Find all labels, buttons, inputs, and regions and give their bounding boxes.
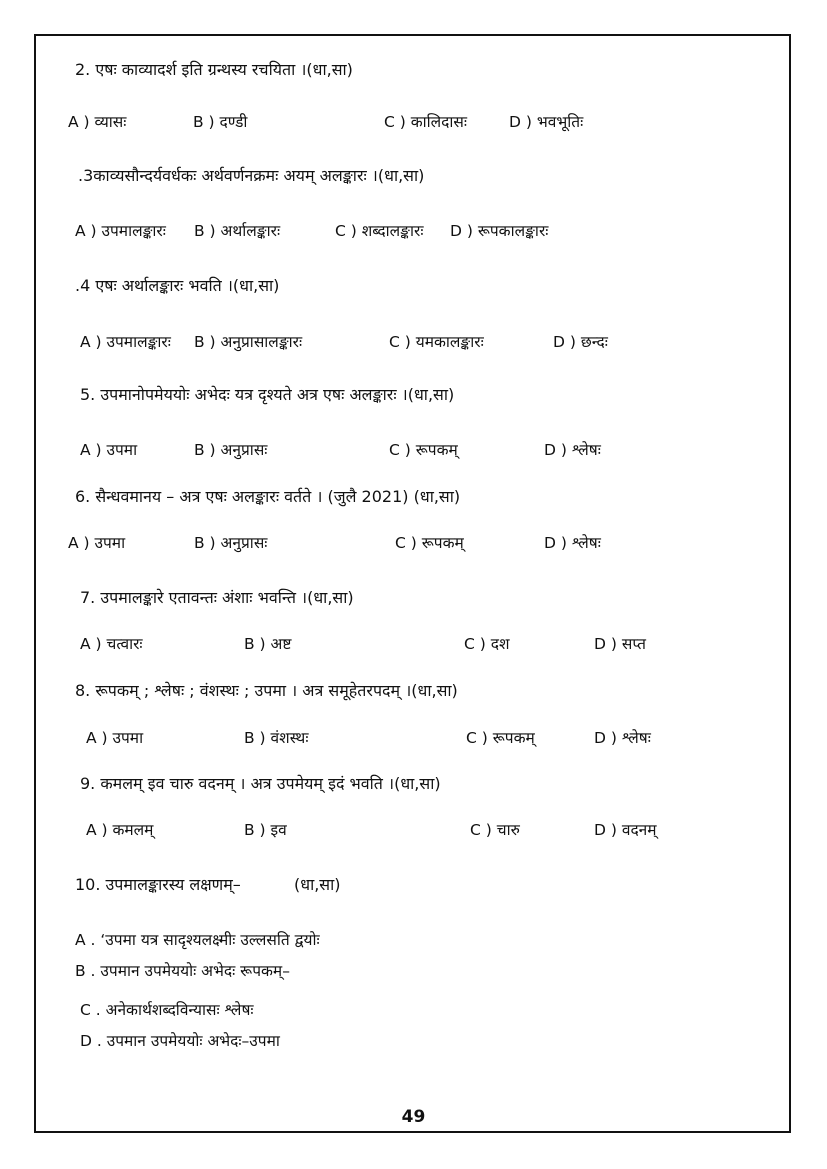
q5-option-a[interactable]: A ) उपमा xyxy=(80,441,138,459)
q9-option-c[interactable]: C ) चारु xyxy=(470,821,520,839)
q3-option-b[interactable]: B ) अर्थालङ्कारः xyxy=(194,222,281,240)
q2-option-c[interactable]: C ) कालिदासः xyxy=(384,113,468,131)
question-10: 10. उपमालङ्कारस्य लक्षणम्– xyxy=(75,875,241,894)
q3-option-d[interactable]: D ) रूपकालङ्कारः xyxy=(450,222,549,240)
q5-option-b[interactable]: B ) अनुप्रासः xyxy=(194,441,268,459)
q7-option-b[interactable]: B ) अष्ट xyxy=(244,635,292,653)
q6-option-d[interactable]: D ) श्लेषः xyxy=(544,534,601,552)
question-4: .4 एषः अर्थालङ्कारः भवति ।(धा,सा) xyxy=(75,276,280,295)
q2-option-a[interactable]: A ) व्यासः xyxy=(68,113,127,131)
q8-option-a[interactable]: A ) उपमा xyxy=(86,729,144,747)
q7-option-d[interactable]: D ) सप्त xyxy=(594,635,646,653)
q8-option-d[interactable]: D ) श्लेषः xyxy=(594,729,651,747)
q7-option-a[interactable]: A ) चत्वारः xyxy=(80,635,143,653)
q9-option-a[interactable]: A ) कमलम् xyxy=(86,821,154,839)
q10-option-a[interactable]: A . ‘उपमा यत्र सादृश्यलक्ष्मीः उल्लसति द्वयोः xyxy=(75,931,320,949)
question-5: 5. उपमानोपमेययोः अभेदः यत्र दृश्यते अत्र एषः अलङ्कारः ।(धा,सा) xyxy=(80,385,455,404)
q4-option-b[interactable]: B ) अनुप्रासालङ्कारः xyxy=(194,333,303,351)
q10-option-d[interactable]: D . उपमान उपमेययोः अभेदः–उपमा xyxy=(80,1032,280,1050)
q5-option-d[interactable]: D ) श्लेषः xyxy=(544,441,601,459)
q4-option-a[interactable]: A ) उपमालङ्कारः xyxy=(80,333,171,351)
question-3: .3काव्यसौन्दर्यवर्धकः अर्थवर्णनक्रमः अयम् अलङ्कारः ।(धा,सा) xyxy=(78,166,425,185)
q10-option-b[interactable]: B . उपमान उपमेययोः अभेदः रूपकम्– xyxy=(75,962,290,980)
q2-option-d[interactable]: D ) भवभूतिः xyxy=(509,113,584,131)
q6-option-a[interactable]: A ) उपमा xyxy=(68,534,126,552)
q2-option-b[interactable]: B ) दण्डी xyxy=(193,113,248,131)
q9-option-d[interactable]: D ) वदनम् xyxy=(594,821,657,839)
q10-option-c[interactable]: C . अनेकार्थशब्दविन्यासः श्लेषः xyxy=(80,1001,254,1019)
q6-option-b[interactable]: B ) अनुप्रासः xyxy=(194,534,268,552)
q6-option-c[interactable]: C ) रूपकम् xyxy=(395,534,464,552)
q8-option-c[interactable]: C ) रूपकम् xyxy=(466,729,535,747)
question-10-tag: (धा,सा) xyxy=(294,875,341,894)
q4-option-c[interactable]: C ) यमकालङ्कारः xyxy=(389,333,484,351)
q9-option-b[interactable]: B ) इव xyxy=(244,821,287,839)
page-number: 49 xyxy=(401,1107,426,1127)
q3-option-c[interactable]: C ) शब्दालङ्कारः xyxy=(335,222,424,240)
question-9: 9. कमलम् इव चारु वदनम् । अत्र उपमेयम् इदं भवति ।(धा,सा) xyxy=(80,774,441,793)
question-8: 8. रूपकम् ; श्लेषः ; वंशस्थः ; उपमा । अत्र समूहेतरपदम् ।(धा,सा) xyxy=(75,681,458,700)
q5-option-c[interactable]: C ) रूपकम् xyxy=(389,441,458,459)
question-6: 6. सैन्धवमानय – अत्र एषः अलङ्कारः वर्तते । (जुलै 2021) (धा,सा) xyxy=(75,487,461,506)
q8-option-b[interactable]: B ) वंशस्थः xyxy=(244,729,309,747)
q4-option-d[interactable]: D ) छन्दः xyxy=(553,333,608,351)
question-2: 2. एषः काव्यादर्श इति ग्रन्थस्य रचयिता ।(धा,सा) xyxy=(75,60,353,79)
q7-option-c[interactable]: C ) दश xyxy=(464,635,510,653)
question-7: 7. उपमालङ्कारे एतावन्तः अंशाः भवन्ति ।(धा,सा) xyxy=(80,588,354,607)
q3-option-a[interactable]: A ) उपमालङ्कारः xyxy=(75,222,166,240)
